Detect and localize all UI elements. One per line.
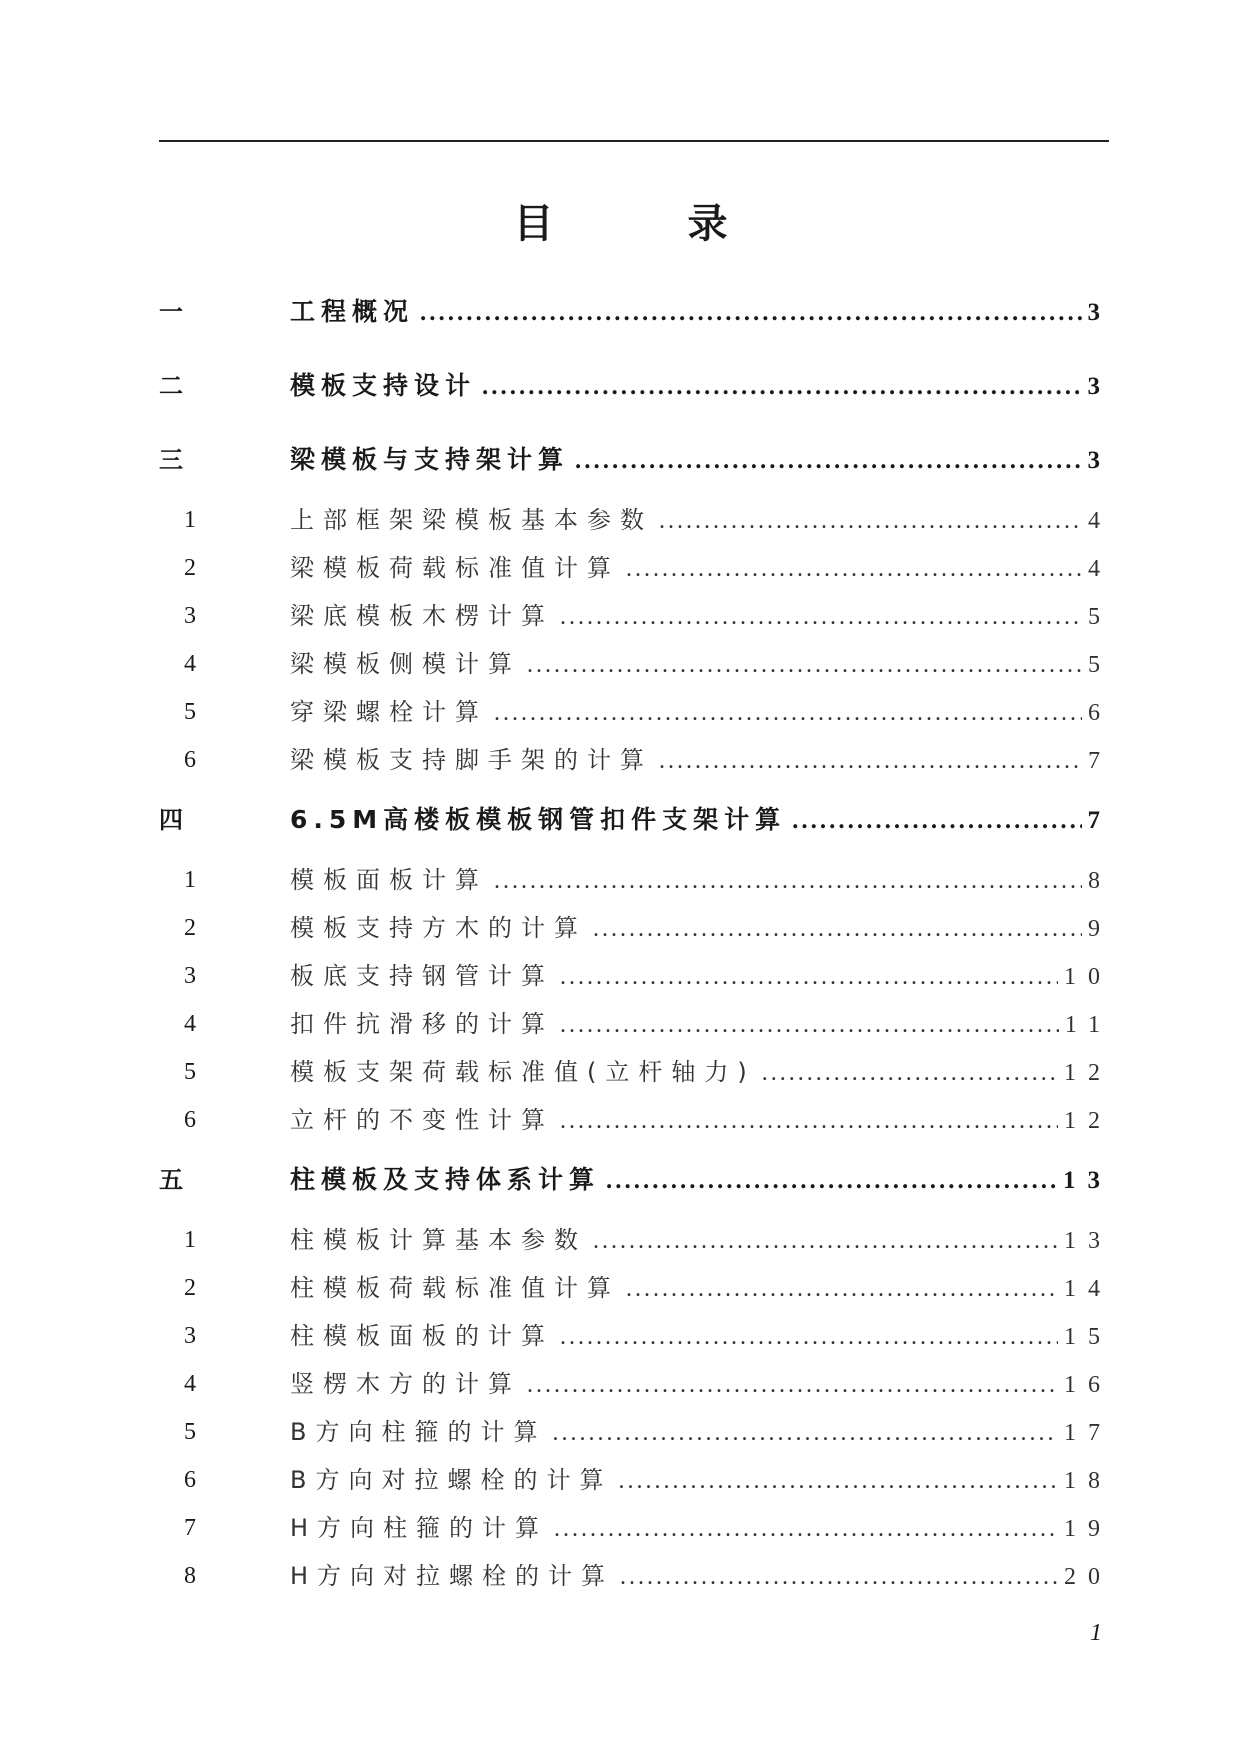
toc-subsection-entry[interactable]: [0, 644, 1241, 684]
toc-entry-line: [290, 1004, 1112, 1044]
toc-entry-number: 3: [184, 963, 196, 989]
toc-entry-page: 3: [1087, 373, 1112, 400]
toc-section-entry[interactable]: [0, 440, 1241, 480]
toc-entry-number: 2: [184, 915, 196, 941]
toc-entry-number: 5: [184, 1059, 196, 1085]
toc-section-entry[interactable]: [0, 1160, 1241, 1200]
toc-leader-dots: [554, 1509, 1058, 1549]
toc-entry-page: 5: [1088, 652, 1112, 678]
toc-entry-page: 4: [1088, 556, 1112, 582]
toc-entry-label: 柱模板面板的计算: [290, 1322, 554, 1350]
toc-entry-line: [290, 366, 1112, 406]
toc-entry-label: 梁模板荷载标准值计算: [290, 554, 620, 582]
toc-leader-dots: [560, 597, 1082, 637]
toc-entry-number: 四: [159, 806, 183, 834]
toc-entry-number: 五: [159, 1166, 183, 1194]
toc-leader-dots: [593, 1221, 1058, 1261]
toc-entry-label: 梁模板与支持架计算: [290, 445, 570, 474]
toc-entry-page: 12: [1064, 1108, 1112, 1134]
toc-entry-label: 模板支持设计: [290, 371, 477, 400]
toc-leader-dots: [575, 441, 1081, 481]
toc-entry-page: 15: [1064, 1324, 1112, 1350]
toc-entry-number: 7: [184, 1515, 196, 1541]
toc-subsection-entry[interactable]: [0, 1460, 1241, 1500]
toc-entry-page: 14: [1064, 1276, 1112, 1302]
toc-entry-page: 10: [1064, 964, 1112, 990]
toc-entry-page: 17: [1064, 1420, 1112, 1446]
toc-leader-dots: [762, 1053, 1058, 1093]
toc-leader-dots: [560, 957, 1058, 997]
toc-entry-page: 16: [1064, 1372, 1112, 1398]
page-number: 1: [1090, 1620, 1102, 1646]
toc-entry-label: 穿梁螺栓计算: [290, 698, 488, 726]
toc-entry-number: 6: [184, 747, 196, 773]
toc-entry-number: 三: [159, 446, 183, 474]
toc-entry-label: 6.5M高楼板模板钢管扣件支架计算: [290, 805, 787, 834]
toc-leader-dots: [560, 1101, 1058, 1141]
toc-leader-dots: [792, 801, 1081, 841]
toc-entry-line: [290, 860, 1112, 900]
toc-leader-dots: [659, 501, 1082, 541]
toc-leader-dots: [593, 909, 1082, 949]
toc-entry-page: 11: [1064, 1012, 1112, 1038]
toc-entry-page: 3: [1087, 447, 1112, 474]
toc-subsection-entry[interactable]: [0, 1268, 1241, 1308]
toc-entry-line: [290, 1268, 1112, 1308]
toc-subsection-entry[interactable]: [0, 1556, 1241, 1596]
toc-subsection-entry[interactable]: [0, 500, 1241, 540]
toc-entry-label: 上部框架梁模板基本参数: [290, 506, 653, 534]
toc-entry-label: 立杆的不变性计算: [290, 1106, 554, 1134]
toc-entry-label: B方向对拉螺栓的计算: [290, 1466, 613, 1494]
toc-entry-line: [290, 908, 1112, 948]
toc-entry-number: 2: [184, 1275, 196, 1301]
toc-entry-number: 1: [184, 867, 196, 893]
toc-entry-line: [290, 1160, 1112, 1200]
toc-entry-line: [290, 1220, 1112, 1260]
toc-entry-label: 模板支持方木的计算: [290, 914, 587, 942]
toc-entry-number: 1: [184, 507, 196, 533]
toc-leader-dots: [482, 367, 1081, 407]
toc-subsection-entry[interactable]: [0, 740, 1241, 780]
toc-entry-page: 19: [1064, 1516, 1112, 1542]
toc-entry-number: 4: [184, 1371, 196, 1397]
toc-entry-line: [290, 1412, 1112, 1452]
toc-entry-label: 模板支架荷载标准值(立杆轴力): [290, 1058, 756, 1086]
toc-subsection-entry[interactable]: [0, 1052, 1241, 1092]
toc-entry-label: H方向对拉螺栓的计算: [290, 1562, 615, 1590]
toc-entry-number: 2: [184, 555, 196, 581]
toc-entry-line: [290, 956, 1112, 996]
toc-entry-number: 3: [184, 1323, 196, 1349]
toc-leader-dots: [560, 1005, 1059, 1045]
toc-leader-dots: [420, 293, 1081, 333]
toc-entry-line: [290, 740, 1112, 780]
toc-entry-page: 13: [1064, 1228, 1112, 1254]
toc-entry-page: 20: [1064, 1564, 1112, 1590]
toc-subsection-entry[interactable]: [0, 596, 1241, 636]
toc-subsection-entry[interactable]: [0, 1316, 1241, 1356]
toc-entry-label: 板底支持钢管计算: [290, 962, 554, 990]
toc-entry-line: [290, 1100, 1112, 1140]
toc-section-entry[interactable]: [0, 366, 1241, 406]
toc-entry-number: 6: [184, 1467, 196, 1493]
toc-entry-line: [290, 1052, 1112, 1092]
toc-entry-line: [290, 548, 1112, 588]
toc-section-entry[interactable]: [0, 800, 1241, 840]
toc-entry-line: [290, 292, 1112, 332]
toc-entry-label: 梁底模板木楞计算: [290, 602, 554, 630]
toc-subsection-entry[interactable]: [0, 548, 1241, 588]
toc-subsection-entry[interactable]: [0, 1364, 1241, 1404]
toc-entry-label: B方向柱箍的计算: [290, 1418, 547, 1446]
toc-entry-number: 一: [159, 298, 183, 326]
toc-entry-page: 8: [1088, 868, 1112, 894]
toc-leader-dots: [626, 549, 1082, 589]
toc-entry-line: [290, 440, 1112, 480]
toc-entry-number: 6: [184, 1107, 196, 1133]
toc-entry-number: 4: [184, 651, 196, 677]
toc-entry-label: 柱模板及支持体系计算: [290, 1165, 601, 1194]
toc-entry-number: 5: [184, 1419, 196, 1445]
toc-entry-line: [290, 1460, 1112, 1500]
toc-leader-dots: [606, 1161, 1057, 1201]
toc-section-entry[interactable]: [0, 292, 1241, 332]
toc-leader-dots: [618, 1461, 1058, 1501]
toc-entry-number: 4: [184, 1011, 196, 1037]
toc-entry-page: 9: [1088, 916, 1112, 942]
toc-subsection-entry[interactable]: [0, 908, 1241, 948]
toc-entry-page: 7: [1087, 807, 1112, 834]
toc-entry-line: [290, 500, 1112, 540]
toc-entry-number: 1: [184, 1227, 196, 1253]
toc-leader-dots: [527, 645, 1082, 685]
toc-entry-page: 18: [1064, 1468, 1112, 1494]
toc-entry-page: 3: [1087, 299, 1112, 326]
toc-subsection-entry[interactable]: [0, 1508, 1241, 1548]
toc-entry-label: 梁模板侧模计算: [290, 650, 521, 678]
toc-entry-page: 12: [1064, 1060, 1112, 1086]
toc-entry-label: 工程概况: [290, 297, 415, 326]
toc-entry-label: 竖楞木方的计算: [290, 1370, 521, 1398]
toc-entry-label: 柱模板计算基本参数: [290, 1226, 587, 1254]
toc-subsection-entry[interactable]: [0, 692, 1241, 732]
toc-leader-dots: [527, 1365, 1058, 1405]
toc-leader-dots: [626, 1269, 1058, 1309]
toc-entry-line: [290, 1508, 1112, 1548]
toc-entry-line: [290, 644, 1112, 684]
toc-entry-line: [290, 1316, 1112, 1356]
toc-subsection-entry[interactable]: [0, 1100, 1241, 1140]
toc-entry-label: H方向柱箍的计算: [290, 1514, 549, 1542]
header-rule: [159, 140, 1109, 142]
toc-entry-page: 13: [1063, 1167, 1112, 1194]
toc-subsection-entry[interactable]: [0, 1004, 1241, 1044]
toc-leader-dots: [494, 693, 1082, 733]
toc-entry-label: 扣件抗滑移的计算: [290, 1010, 554, 1038]
toc-subsection-entry[interactable]: [0, 1220, 1241, 1260]
toc-leader-dots: [552, 1413, 1058, 1453]
toc-entry-number: 3: [184, 603, 196, 629]
toc-entry-page: 7: [1088, 748, 1112, 774]
toc-leader-dots: [620, 1557, 1058, 1597]
toc-entry-line: [290, 800, 1112, 840]
toc-entry-label: 模板面板计算: [290, 866, 488, 894]
toc-entry-page: 5: [1088, 604, 1112, 630]
toc-entry-line: [290, 596, 1112, 636]
toc-entry-number: 8: [184, 1563, 196, 1589]
toc-leader-dots: [494, 861, 1082, 901]
toc-entry-label: 柱模板荷载标准值计算: [290, 1274, 620, 1302]
toc-leader-dots: [659, 741, 1082, 781]
toc-subsection-entry[interactable]: [0, 956, 1241, 996]
toc-subsection-entry[interactable]: [0, 860, 1241, 900]
toc-entry-number: 5: [184, 699, 196, 725]
toc-entry-number: 二: [159, 372, 183, 400]
toc-entry-label: 梁模板支持脚手架的计算: [290, 746, 653, 774]
toc-entry-page: 4: [1088, 508, 1112, 534]
page-title: 目 录: [513, 201, 788, 247]
toc-entry-page: 6: [1088, 700, 1112, 726]
toc-leader-dots: [560, 1317, 1058, 1357]
toc-entry-line: [290, 1364, 1112, 1404]
toc-subsection-entry[interactable]: [0, 1412, 1241, 1452]
toc-entry-line: [290, 1556, 1112, 1596]
toc-entry-line: [290, 692, 1112, 732]
